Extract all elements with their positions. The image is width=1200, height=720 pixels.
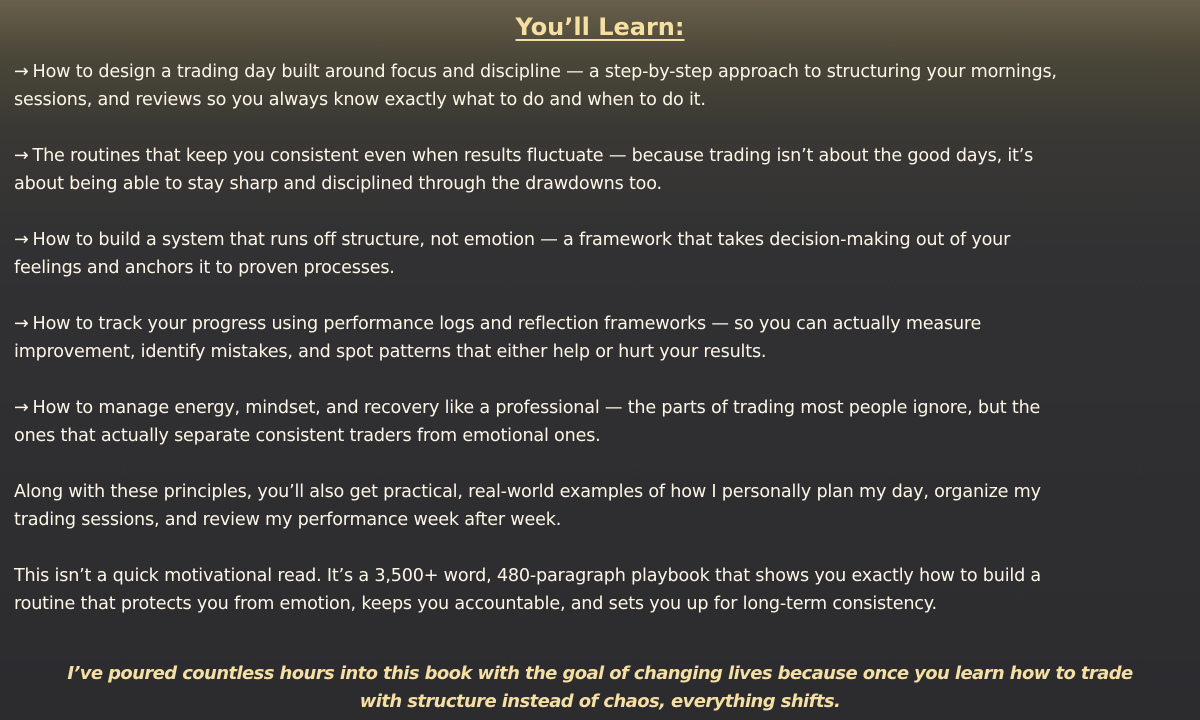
arrow-icon: → [14, 230, 29, 250]
body-text [14, 58, 1074, 646]
examples-paragraph: Along with these principles, you’ll also get practical, real-world examples of how I personally plan my day, organize my trading sessions, and review my performance week after week. [14, 482, 1041, 530]
playbook-paragraph: This isn’t a quick motivational read. It’s a 3,500+ word, 480-paragraph playbook that shows you exactly how to build a routine that protects you from emotion, keeps you accountable, and sets you up for long-term consistency. [14, 566, 1042, 614]
learn-item-text: How to build a system that runs off structure, not emotion — a framework that takes decision-making out of your feelings and anchors it to proven processes. [14, 230, 1011, 278]
section-heading: You’ll Learn: [515, 13, 685, 41]
learn-item-text: The routines that keep you consistent even when results fluctuate — because trading isn’t about the good days, it’s about being able to stay sharp and disciplined through the drawdowns too. [14, 146, 1034, 194]
learn-item-text: How to design a trading day built around focus and discipline — a step-by-step approach to structuring your mornings, sessions, and reviews so you always know exactly what to do and when to do it. [14, 62, 1057, 110]
learn-item-3 [14, 226, 1074, 282]
learn-item-2 [14, 142, 1074, 198]
arrow-icon: → [14, 146, 29, 166]
learn-item-text: How to manage energy, mindset, and recovery like a professional — the parts of trading most people ignore, but the ones that actually separate consistent traders from emotional ones. [14, 398, 1041, 446]
learn-item-5 [14, 394, 1074, 450]
learn-item-4 [14, 310, 1074, 366]
arrow-icon: → [14, 398, 29, 418]
learn-item-text: How to track your progress using performance logs and reflection frameworks — so you can actually measure improvement, identify mistakes, and spot patterns that either help or hurt your results. [14, 314, 982, 362]
arrow-icon: → [14, 62, 29, 82]
arrow-icon: → [14, 314, 29, 334]
closing-statement: I’ve poured countless hours into this book with the goal of changing lives because once you learn how to trade with structure instead of chaos, everything shifts. [67, 663, 1133, 712]
learn-item-1 [14, 58, 1074, 114]
